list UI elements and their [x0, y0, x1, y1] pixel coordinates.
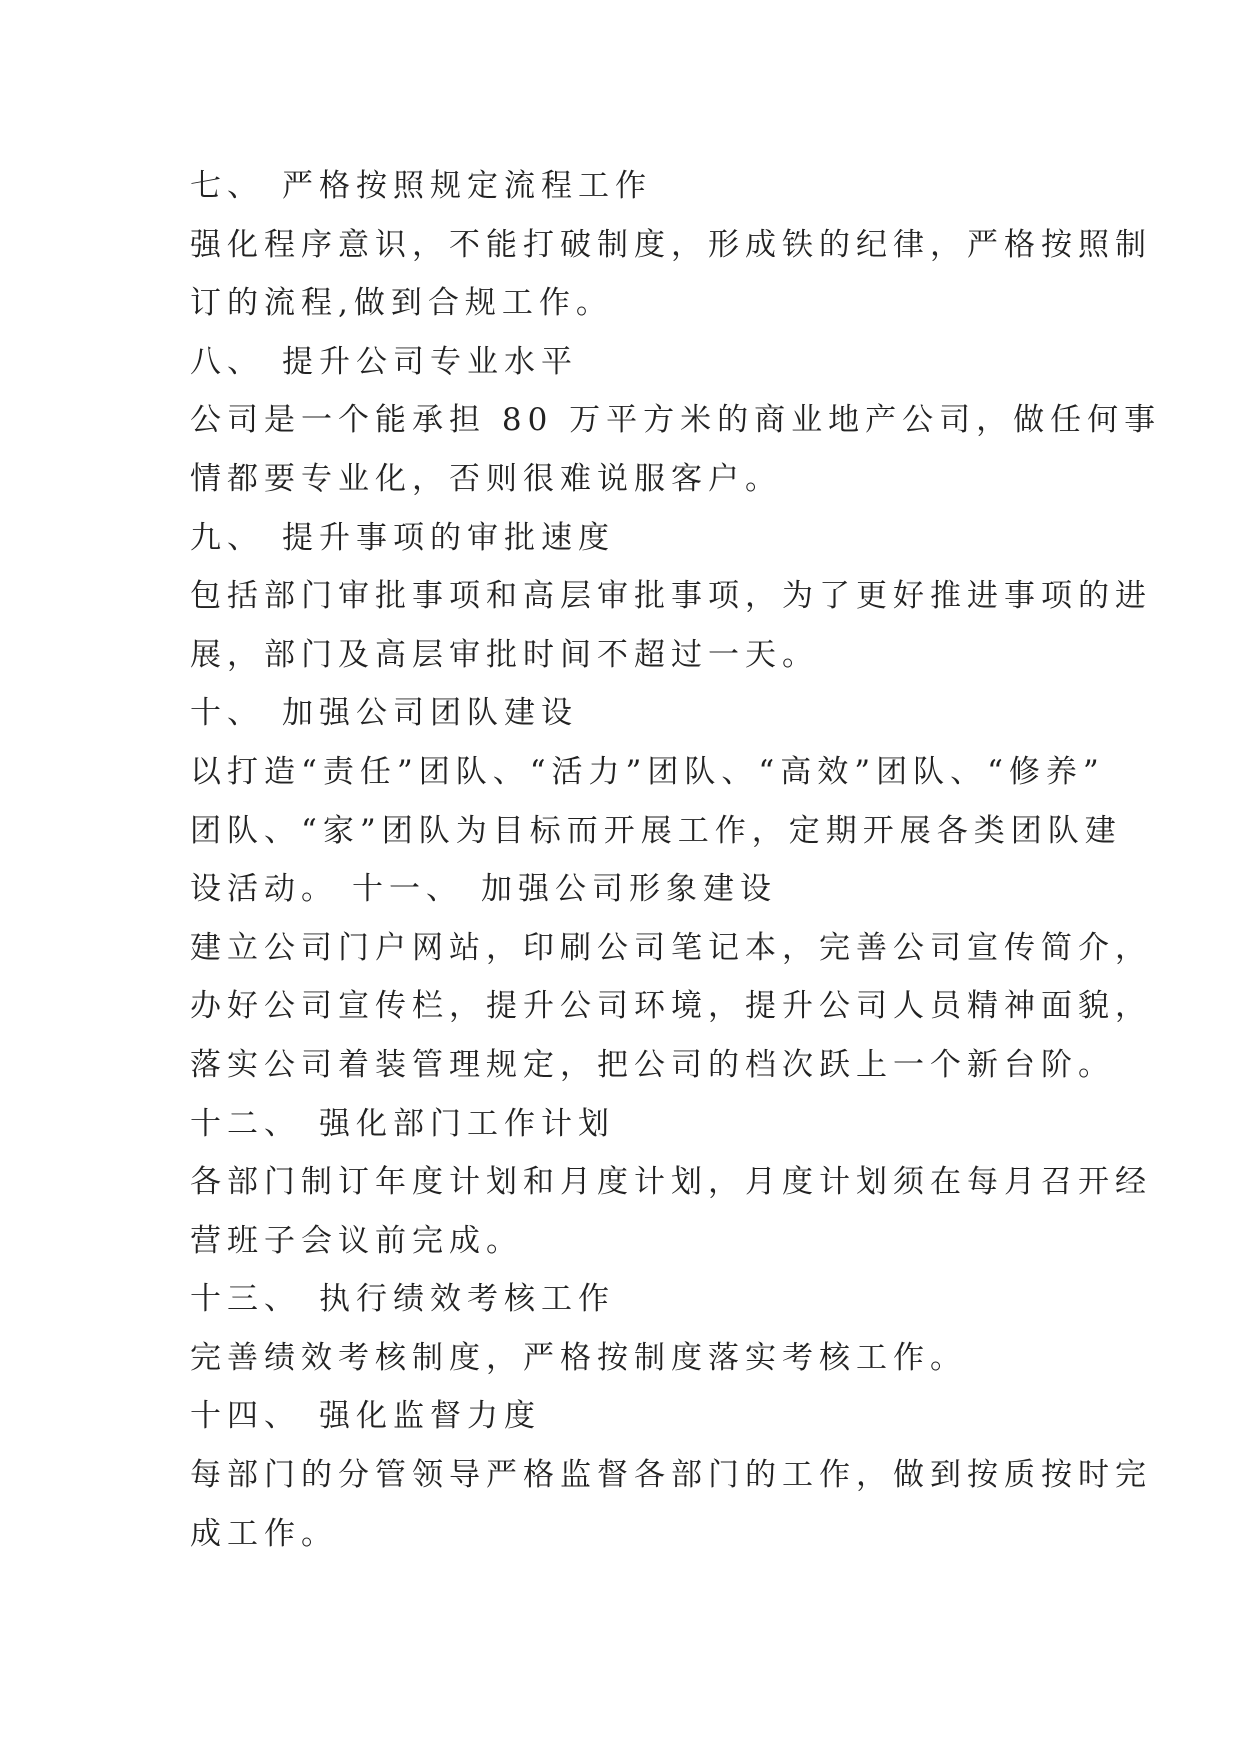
- section-number: 九、: [190, 519, 264, 556]
- section-heading: [190, 509, 1070, 568]
- body-line: 完善绩效考核制度，严格按制度落实考核工作。: [190, 1339, 967, 1376]
- body-line: 各部门制订年度计划和月度计划，月度计划须在每月召开经: [190, 1164, 1152, 1201]
- body-line: 公司是一个能承担 80 万平方米的商业地产公司，做任何事: [190, 402, 1162, 439]
- section-number: 十三、: [190, 1281, 301, 1318]
- body-line: 强化程序意识，不能打破制度，形成铁的纪律，严格按照制: [190, 226, 1152, 263]
- body-line: 建立公司门户网站，印刷公司笔记本，完善公司宣传简介，: [190, 929, 1152, 966]
- section-title: 严格按照规定流程工作: [282, 168, 652, 204]
- body-line: 营班子会议前完成。: [190, 1222, 523, 1259]
- body-line: 以打造“责任”团队、“活力”团队、“高效”团队、“修养”: [190, 753, 1105, 790]
- section-heading: [352, 871, 777, 907]
- body-text: 设活动。: [190, 871, 338, 908]
- body-line: 成工作。: [190, 1515, 338, 1552]
- body-line: 每部门的分管领导严格监督各部门的工作，做到按质按时完: [190, 1457, 1152, 1494]
- section-heading: [190, 157, 1070, 216]
- section-title: 执行绩效考核工作: [319, 1281, 615, 1318]
- document-body: [190, 157, 1162, 1563]
- section-title: 提升事项的审批速度: [282, 519, 615, 556]
- body-line: 落实公司着装管理规定，把公司的档次跃上一个新台阶。: [190, 1046, 1115, 1083]
- section-heading: [190, 1387, 1070, 1446]
- section-heading: [190, 1095, 1070, 1154]
- section-title: 强化监督力度: [319, 1398, 541, 1435]
- body-line: 团队、“家”团队为目标而开展工作，定期开展各类团队建: [190, 812, 1122, 849]
- body-line: 展，部门及高层审批时间不超过一天。: [190, 636, 819, 673]
- section-number: 十四、: [190, 1398, 301, 1435]
- section-title: 加强公司形象建设: [481, 871, 777, 908]
- section-heading: [190, 1270, 1070, 1329]
- body-line-with-inline-heading: [190, 860, 1070, 919]
- body-line: 情都要专业化，否则很难说服客户。: [190, 460, 782, 497]
- body-line: 办好公司宣传栏，提升公司环境，提升公司人员精神面貌，: [190, 988, 1152, 1025]
- section-heading: [190, 684, 1070, 743]
- section-number: 八、: [190, 343, 264, 380]
- section-title: 提升公司专业水平: [282, 343, 578, 380]
- body-line: 包括部门审批事项和高层审批事项，为了更好推进事项的进: [190, 578, 1152, 615]
- body-line: 订的流程,做到合规工作。: [190, 285, 613, 322]
- section-number: 十、: [190, 695, 264, 732]
- section-number: 七、: [190, 168, 264, 204]
- section-number: 十二、: [190, 1105, 301, 1142]
- section-title: 强化部门工作计划: [319, 1105, 615, 1142]
- section-heading: [190, 333, 1070, 392]
- section-title: 加强公司团队建设: [282, 695, 578, 732]
- section-number: 十一、: [352, 871, 463, 908]
